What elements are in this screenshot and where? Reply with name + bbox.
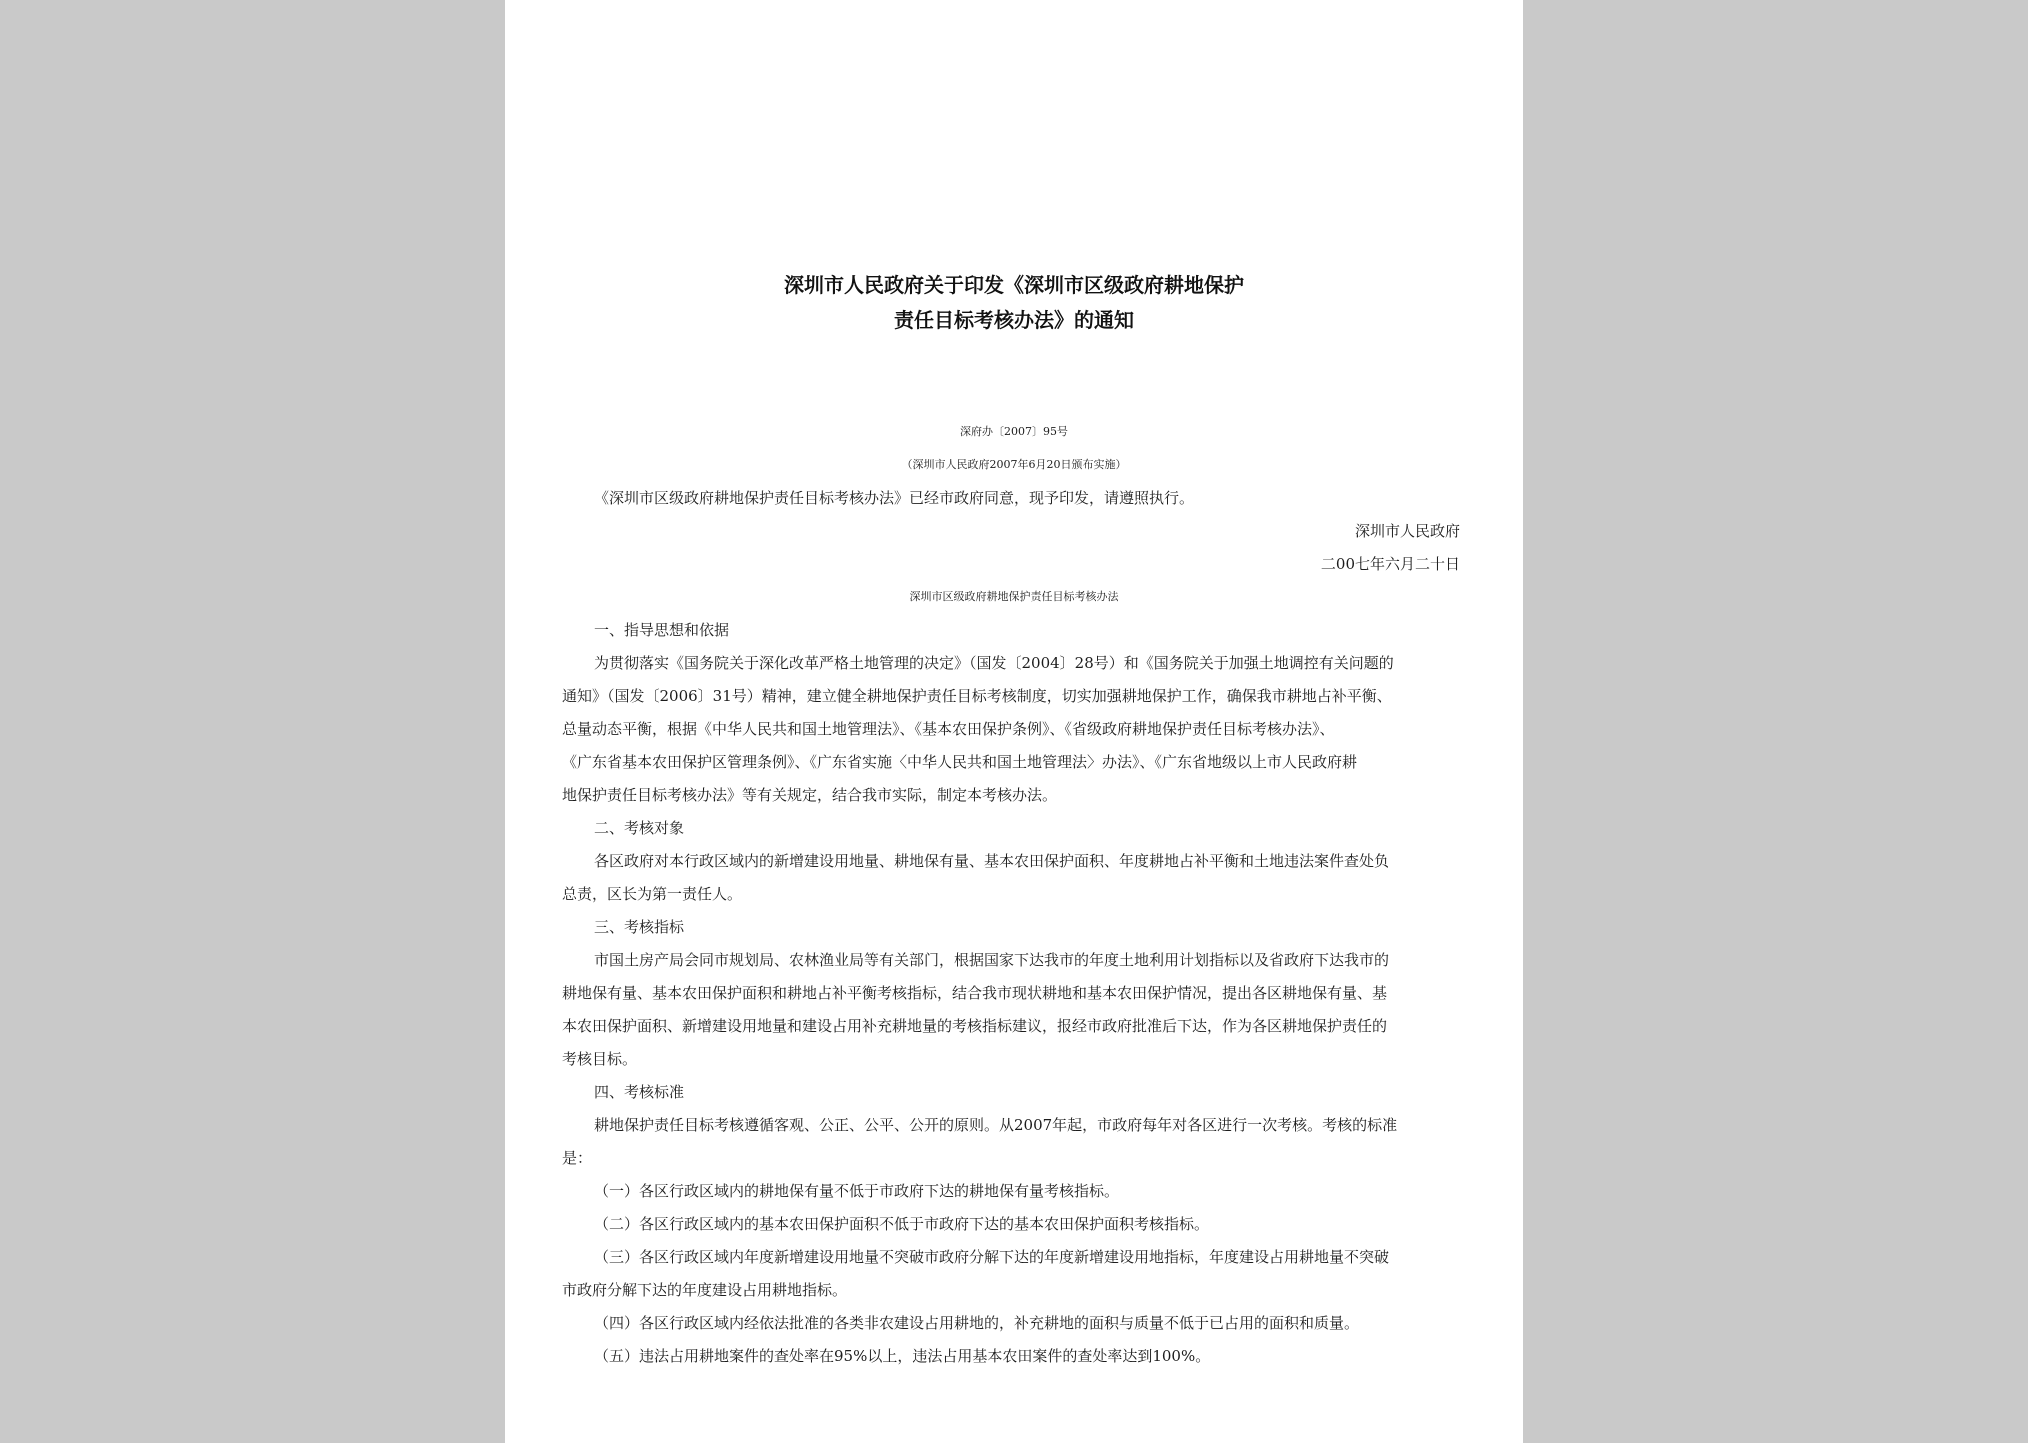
- section-heading: 二、考核对象: [594, 819, 685, 837]
- body-line: 各区政府对本行政区域内的新增建设用地量、耕地保有量、基本农田保护面积、年度耕地占补平衡和土地违法案件查处负: [594, 852, 1390, 870]
- body-line: 是：: [562, 1149, 593, 1167]
- document-number: 深府办〔2007〕95号: [960, 425, 1068, 438]
- intro-paragraph: 《深圳市区级政府耕地保护责任目标考核办法》已经市政府同意，现予印发，请遵照执行。: [594, 489, 1195, 507]
- body-line: 总责，区长为第一责任人。: [562, 885, 743, 903]
- signature-date: 二00七年六月二十日: [1320, 555, 1460, 573]
- body-line: 市国土房产局会同市规划局、农林渔业局等有关部门，根据国家下达我市的年度土地利用计划指标以及省政府下达我市的: [594, 951, 1390, 969]
- body-line: 地保护责任目标考核办法》等有关规定，结合我市实际，制定本考核办法。: [562, 786, 1058, 804]
- list-item: （五）违法占用耕地案件的查处率在95%以上，违法占用基本农田案件的查处率达到100%。: [594, 1347, 1211, 1365]
- document-title-line-1: 深圳市人民政府关于印发《深圳市区级政府耕地保护: [784, 273, 1244, 297]
- document-page: [505, 0, 1523, 1443]
- body-line: 耕地保护责任目标考核遵循客观、公正、公平、公开的原则。从2007年起，市政府每年对各区进行一次考核。考核的标准: [594, 1116, 1398, 1134]
- measures-subtitle: 深圳市区级政府耕地保护责任目标考核办法: [909, 590, 1119, 603]
- body-line: 市政府分解下达的年度建设占用耕地指标。: [562, 1281, 848, 1299]
- document-title-line-2: 责任目标考核办法》的通知: [894, 308, 1134, 332]
- body-line: 《广东省基本农田保护区管理条例》、《广东省实施〈中华人民共和国土地管理法〉办法》、《广东省地级以上市人民政府耕: [562, 753, 1358, 771]
- body-line: 通知》（国发〔2006〕31号）精神，建立健全耕地保护责任目标考核制度，切实加强耕地保护工作，确保我市耕地占补平衡、: [562, 687, 1392, 705]
- list-item: （一）各区行政区域内的耕地保有量不低于市政府下达的耕地保有量考核指标。: [594, 1182, 1120, 1200]
- signatory: 深圳市人民政府: [1354, 522, 1460, 540]
- section-heading: 四、考核标准: [594, 1083, 685, 1101]
- section-heading: 一、指导思想和依据: [594, 621, 730, 639]
- body-line: 耕地保有量、基本农田保护面积和耕地占补平衡考核指标，结合我市现状耕地和基本农田保护情况，提出各区耕地保有量、基: [562, 984, 1388, 1002]
- issue-note: （深圳市人民政府2007年6月20日颁布实施）: [901, 458, 1127, 471]
- section-heading: 三、考核指标: [594, 918, 685, 936]
- body-line: 考核目标。: [562, 1050, 638, 1068]
- body-line: 为贯彻落实《国务院关于深化改革严格土地管理的决定》（国发〔2004〕28号）和《国务院关于加强土地调控有关问题的: [594, 654, 1394, 672]
- list-item: （二）各区行政区域内的基本农田保护面积不低于市政府下达的基本农田保护面积考核指标。: [594, 1215, 1210, 1233]
- list-item: （三）各区行政区域内年度新增建设用地量不突破市政府分解下达的年度新增建设用地指标，年度建设占用耕地量不突破: [594, 1248, 1390, 1266]
- list-item: （四）各区行政区域内经依法批准的各类非农建设占用耕地的，补充耕地的面积与质量不低于已占用的面积和质量。: [594, 1314, 1360, 1332]
- body-line: 总量动态平衡，根据《中华人民共和国土地管理法》、《基本农田保护条例》、《省级政府耕地保护责任目标考核办法》、: [562, 720, 1335, 738]
- body-line: 本农田保护面积、新增建设用地量和建设占用补充耕地量的考核指标建议，报经市政府批准后下达，作为各区耕地保护责任的: [562, 1017, 1388, 1035]
